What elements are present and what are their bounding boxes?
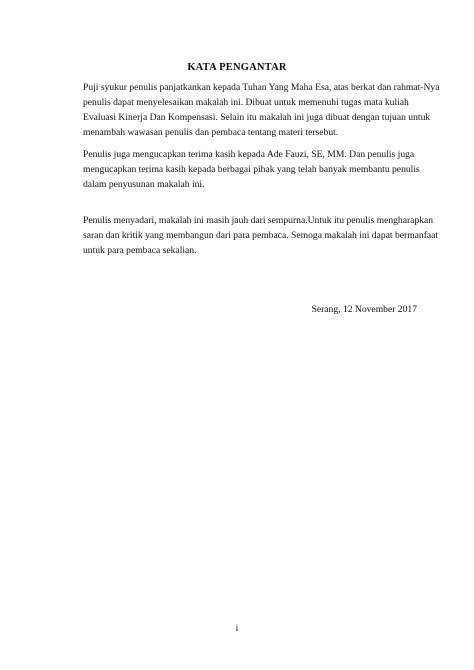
text-line: menambah wawasan penulis dan pembaca tentang materi tersebut.	[83, 127, 339, 138]
text-line: Evaluasi Kinerja Dan Kompensasi. Selain itu makalah ini juga dibuat dengan tujuan untuk	[83, 112, 431, 123]
paragraph-1	[83, 80, 440, 140]
text-line: Penulis menyadari, makalah ini masih jauh dari sempurna.Untuk itu penulis mengharapkan	[83, 215, 434, 226]
text-line: dalam penyusunan makalah ini.	[83, 179, 205, 190]
text-line: penulis dapat menyelesaikan makalah ini. Dibuat untuk memenuhi tugas mata kuliah	[83, 97, 409, 108]
text-line: untuk para pembaca sekalian.	[83, 245, 197, 256]
text-line: Penulis juga mengucapkan terima kasih kepada Ade Fauzi, SE, MM. Dan penulis juga	[83, 149, 415, 160]
place-date-signoff: Serang, 12 November 2017	[311, 304, 417, 315]
text-line: saran dan kritik yang membangun dari para pembaca. Semoga makalah ini dapat bermanfaat	[83, 230, 439, 241]
paragraph-3	[83, 213, 439, 258]
page-title: KATA PENGANTAR	[187, 62, 287, 73]
page-number: i	[235, 623, 239, 634]
text-line: mengucapkan terima kasih kepada berbagai pihak yang telah banyak membantu penulis	[83, 164, 420, 175]
paragraph-2	[83, 147, 433, 192]
text-line: Puji syukur penulis panjatkankan kepada Tuhan Yang Maha Esa, atas berkat dan rahmat-Nya	[83, 82, 440, 93]
